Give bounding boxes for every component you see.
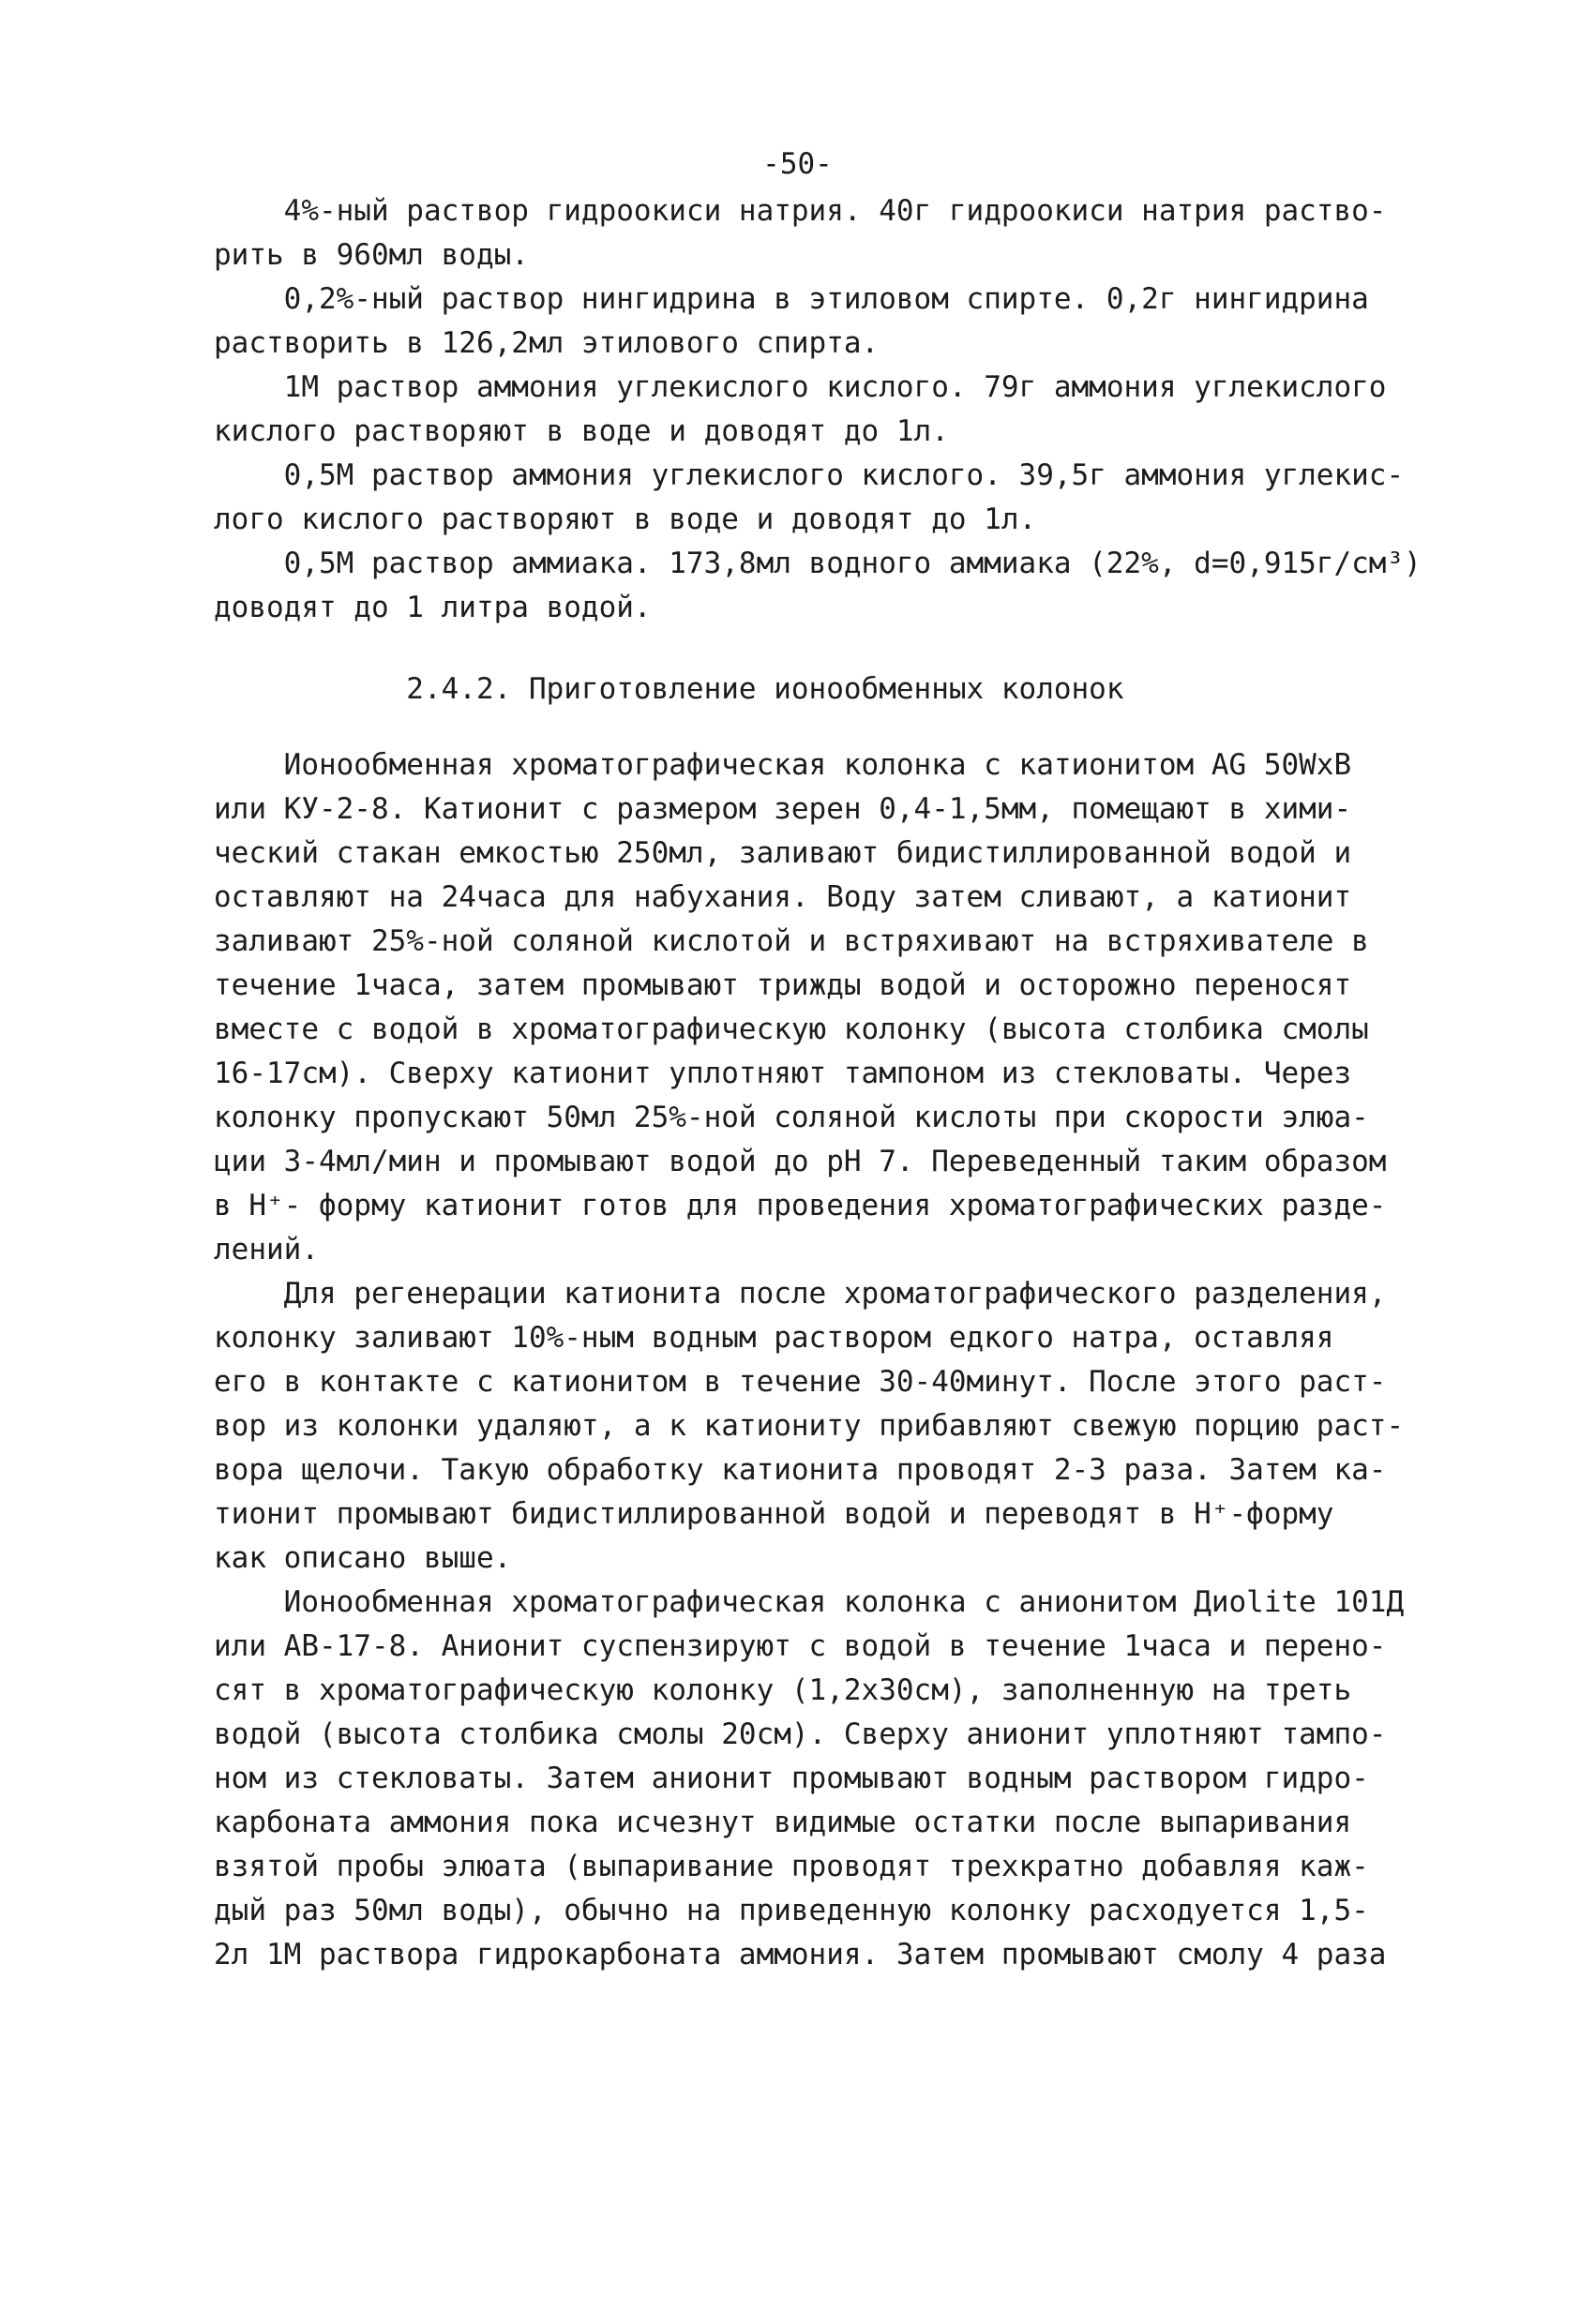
text-line: лений. [214, 1233, 319, 1267]
text-line: 4%-ный раствор гидроокиси натрия. 40г гидроокиси натрия раство- [214, 194, 1387, 228]
text-line: колонку пропускают 50мл 25%-ной соляной кислоты при скорости элюа- [214, 1101, 1369, 1134]
text-line: водой (высота столбика смолы 20см). Сверху анионит уплотняют тампо- [214, 1717, 1387, 1751]
paragraph-ninhydrin-solution [214, 277, 1433, 366]
text-line: сят в хроматографическую колонку (1,2х30см), заполненную на треть [214, 1673, 1352, 1707]
text-line: 0,5М раствор аммиака. 173,8мл водного аммиака (22%, d=0,915г/см³) [214, 547, 1422, 580]
text-line: как описано выше. [214, 1541, 512, 1575]
page-number: -50- [762, 147, 833, 181]
text-line: рить в 960мл воды. [214, 238, 529, 272]
text-line: 2л 1М раствора гидрокарбоната аммония. Затем промывают смолу 4 раза [214, 1938, 1387, 1972]
text-line: 1М раствор аммония углекислого кислого. 79г аммония углекислого [214, 370, 1387, 404]
text-line: растворить в 126,2мл этилового спирта. [214, 326, 880, 360]
text-line: в H⁺- форму катионит готов для проведения хроматографических разде- [214, 1189, 1387, 1222]
text-line: карбоната аммония пока исчезнут видимые остатки после выпаривания [214, 1806, 1352, 1839]
text-line: лого кислого растворяют в воде и доводят до 1л. [214, 502, 1037, 536]
paragraph-anion-column [214, 1581, 1433, 1977]
text-line: тионит промывают бидистиллированной водой и переводят в H⁺-форму [214, 1497, 1334, 1531]
paragraph-ammonium-1m [214, 366, 1433, 454]
text-line: оставляют на 24часа для набухания. Воду затем сливают, а катионит [214, 880, 1352, 914]
text-line: или КУ-2-8. Катионит с размером зерен 0,4-1,5мм, помещают в хими- [214, 792, 1352, 826]
text-line: Ионообменная хроматографическая колонка с катионитом AG 50WxB [214, 748, 1352, 782]
text-line: Для регенерации катионита после хроматографического разделения, [214, 1277, 1387, 1311]
text-line: Ионообменная хроматографическая колонка с анионитом Диоlite 101Д [214, 1585, 1405, 1619]
text-line: вора щелочи. Такую обработку катионита проводят 2-3 раза. Затем ка- [214, 1453, 1387, 1487]
page-body [214, 189, 1433, 1977]
text-line: вместе с водой в хроматографическую колонку (высота столбика смолы [214, 1012, 1369, 1046]
text-line: вор из колонки удаляют, а к катиониту прибавляют свежую порцию раст- [214, 1409, 1405, 1443]
text-line: колонку заливают 10%-ным водным раствором едкого натра, оставляя [214, 1321, 1334, 1355]
section-heading: 2.4.2. Приготовление ионообменных колонок [214, 672, 1124, 706]
paragraph-ammonium-05m [214, 454, 1433, 542]
text-line: дый раз 50мл воды), обычно на приведенную колонку расходуется 1,5- [214, 1894, 1369, 1927]
text-line: его в контакте с катионитом в течение 30-40минут. После этого раст- [214, 1365, 1387, 1399]
paragraph-naoh-solution [214, 189, 1433, 277]
text-line: заливают 25%-ной соляной кислотой и встряхивают на встряхивателе в [214, 924, 1369, 958]
paragraph-cation-regeneration [214, 1272, 1433, 1581]
text-line: 0,5М раствор аммония углекислого кислого. 39,5г аммония углекис- [214, 458, 1405, 492]
text-line: 16-17см). Сверху катионит уплотняют тампоном из стекловаты. Через [214, 1057, 1352, 1090]
text-line: 0,2%-ный раствор нингидрина в этиловом спирте. 0,2г нингидрина [214, 282, 1369, 316]
paragraph-cation-column [214, 743, 1433, 1272]
text-line: ции 3-4мл/мин и промывают водой до pH 7. Переведенный таким образом [214, 1145, 1387, 1178]
text-line: или АВ-17-8. Анионит суспензируют с водой в течение 1часа и перено- [214, 1629, 1387, 1663]
text-line: ческий стакан емкостью 250мл, заливают бидистиллированной водой и [214, 836, 1352, 870]
paragraph-ammonia-solution [214, 542, 1433, 630]
text-line: кислого растворяют в воде и доводят до 1л. [214, 414, 949, 448]
text-line: доводят до 1 литра водой. [214, 591, 652, 624]
text-line: течение 1часа, затем промывают трижды водой и осторожно переносят [214, 968, 1352, 1002]
text-line: ном из стекловаты. Затем анионит промывают водным раствором гидро- [214, 1762, 1369, 1795]
text-line: взятой пробы элюата (выпаривание проводят трехкратно добавляя каж- [214, 1850, 1369, 1883]
